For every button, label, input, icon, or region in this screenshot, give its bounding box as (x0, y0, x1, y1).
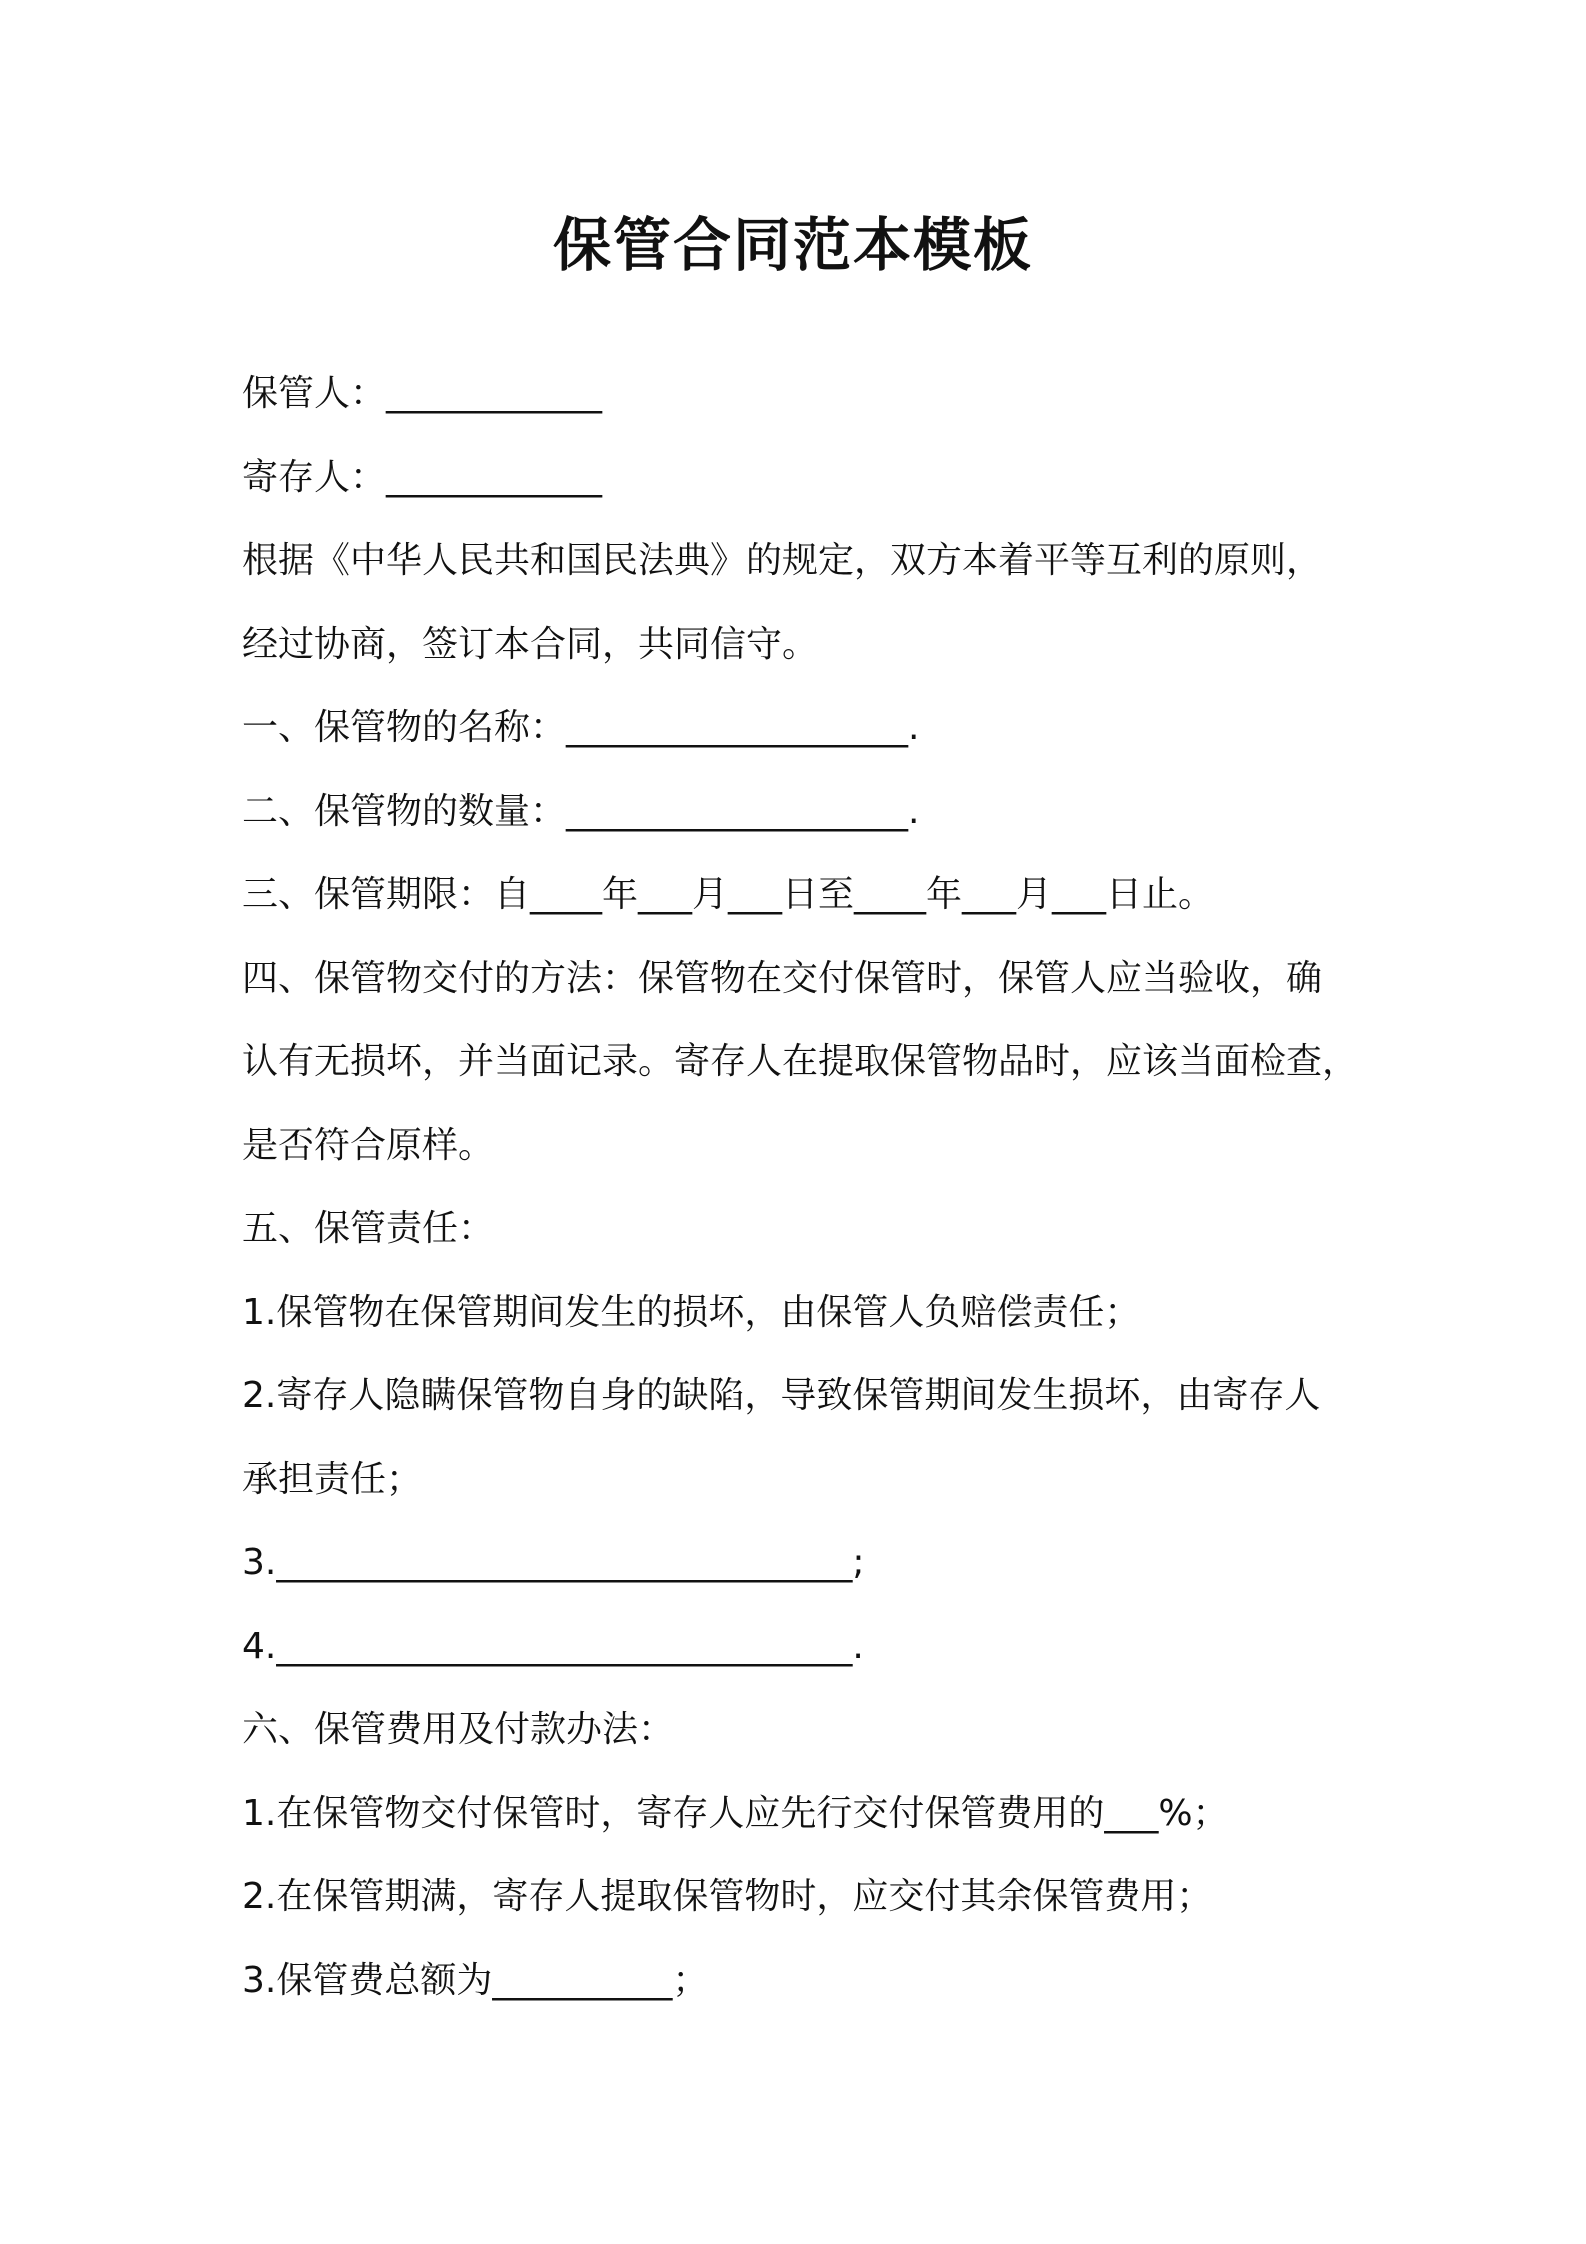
clause-4-line-2: 认有无损坏，并当面记录。寄存人在提取保管物品时，应该当面检查， (242, 1041, 1359, 1082)
clause-6-item-2: 2.在保管期满，寄存人提取保管物时，应交付其余保管费用； (242, 1876, 1213, 1917)
document-body (242, 352, 1362, 2022)
clause-4-line-1: 四、保管物交付的方法：保管物在交付保管时，保管人应当验收，确 (242, 957, 1323, 999)
clause-5-item-2-line-1: 2.寄存人隐瞒保管物自身的缺陷，导致保管期间发生损坏，由寄存人 (242, 1375, 1321, 1416)
document-title: 保管合同范本模板 (552, 211, 1033, 279)
party-depositor-line: 寄存人：____________ (242, 456, 603, 498)
clause-6-heading: 六、保管费用及付款办法： (242, 1709, 675, 1750)
clause-3-custody-period: 三、保管期限：自____年___月___日至____年___月___日止。 (242, 874, 1215, 915)
party-custodian-line: 保管人：____________ (242, 373, 603, 414)
clause-6-item-3: 3.保管费总额为__________； (242, 1959, 709, 2001)
clause-2-item-quantity: 二、保管物的数量：___________________. (242, 790, 920, 832)
clause-5-item-1: 1.保管物在保管期间发生的损坏，由保管人负赔偿责任； (242, 1291, 1141, 1333)
clause-1-item-name: 一、保管物的名称：___________________. (242, 707, 920, 748)
clause-5-item-3: 3.________________________________; (242, 1542, 865, 1583)
preamble-line-1: 根据《中华人民共和国民法典》的规定，双方本着平等互利的原则， (242, 540, 1323, 581)
clause-5-heading: 五、保管责任： (242, 1208, 495, 1249)
clause-4-line-3: 是否符合原样。 (242, 1124, 495, 1166)
clause-5-item-4: 4.________________________________. (242, 1625, 864, 1667)
clause-6-item-1: 1.在保管物交付保管时，寄存人应先行交付保管费用的___%； (242, 1792, 1229, 1834)
preamble-line-2: 经过协商，签订本合同，共同信守。 (242, 623, 819, 665)
clause-5-item-2-line-2: 承担责任； (242, 1458, 423, 1500)
